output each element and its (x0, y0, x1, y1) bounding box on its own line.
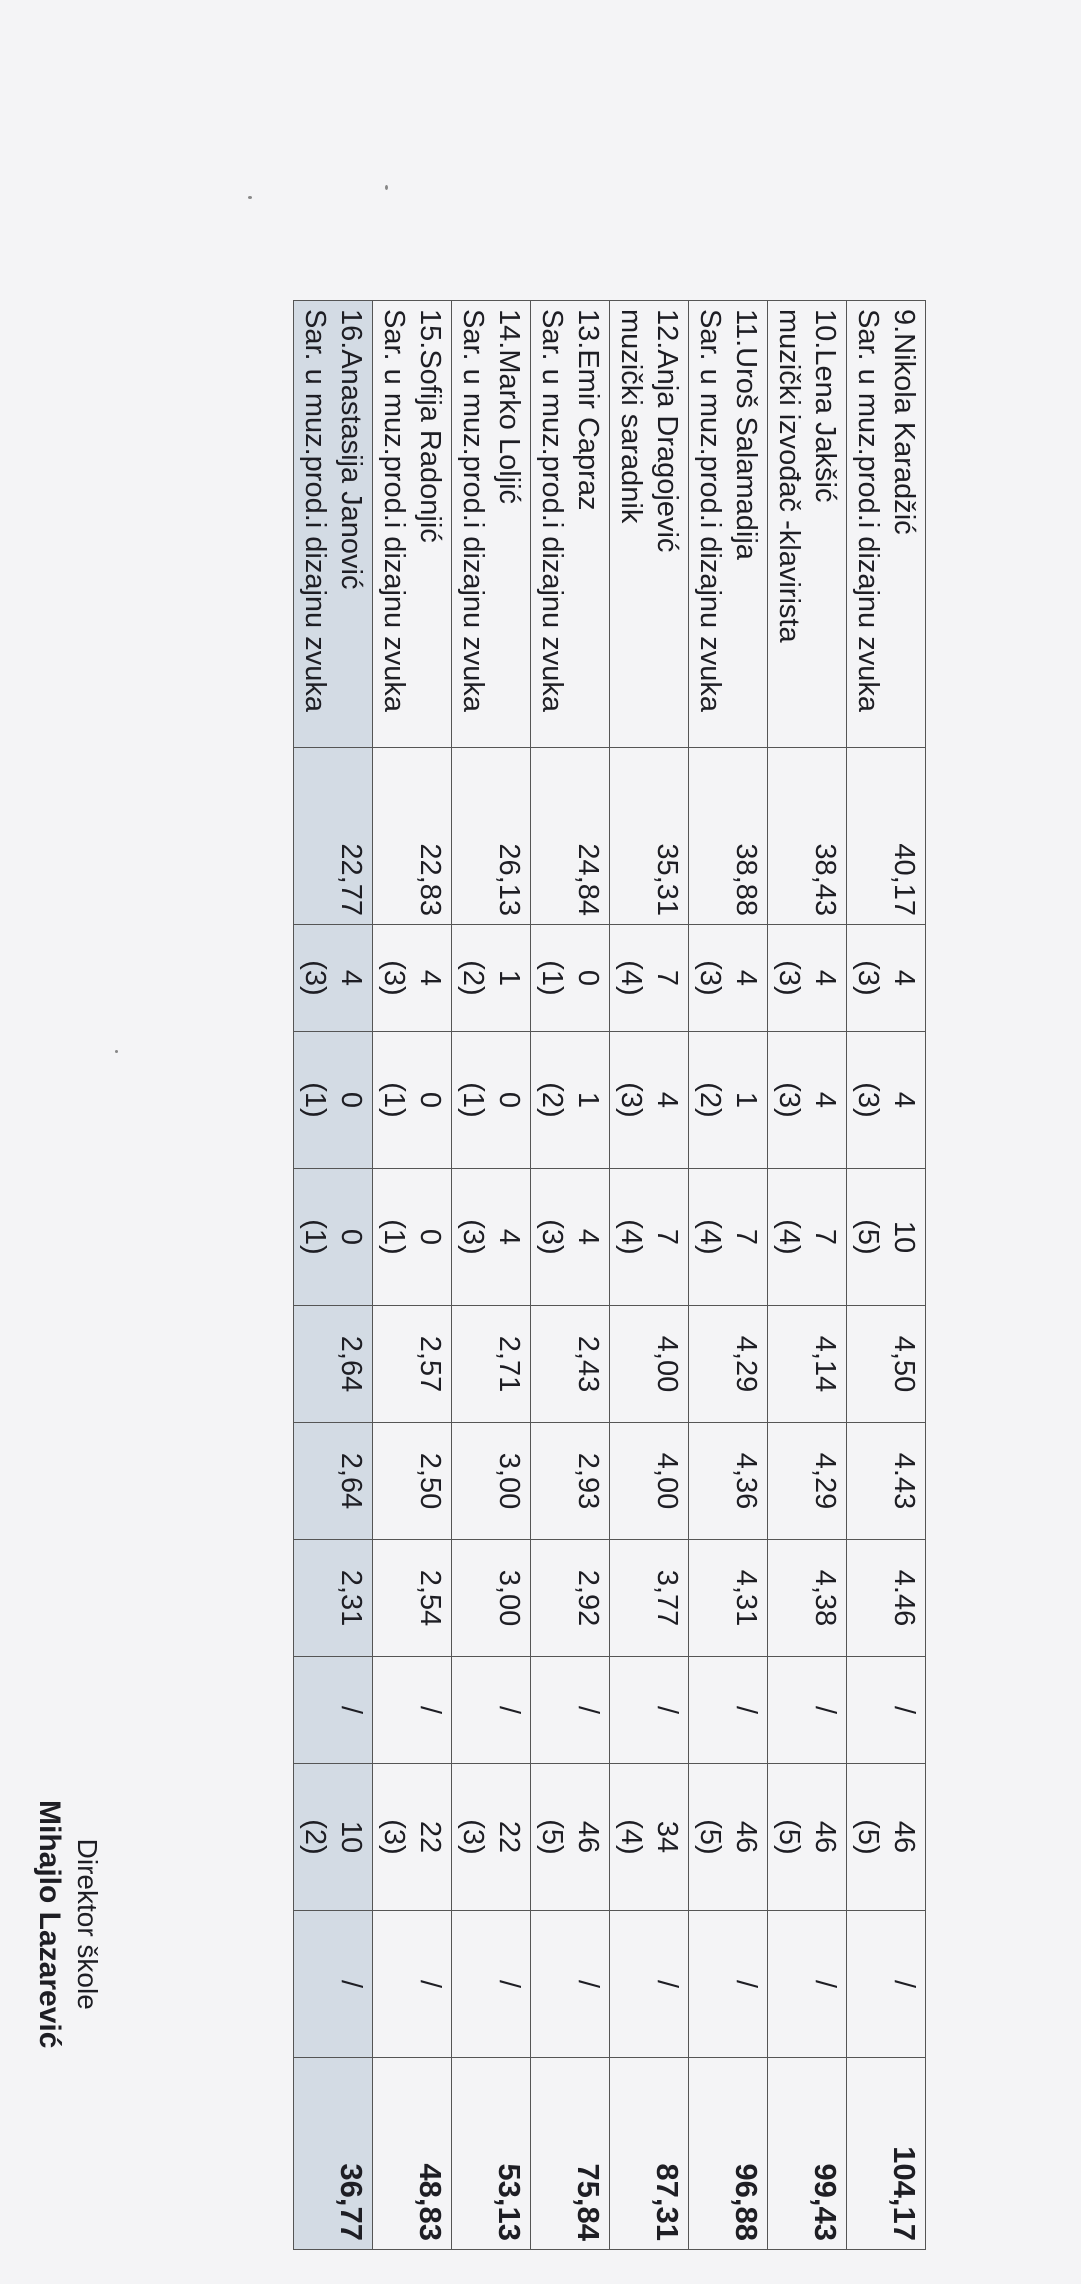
points-cell-text: (5) (852, 1819, 884, 1855)
points-cell-text: (3) (852, 1082, 884, 1118)
signature-role: Direktor škole (72, 1838, 103, 2010)
candidate-name-cell (768, 301, 847, 748)
points-cell-text: (2) (694, 1082, 726, 1118)
grade-cell-text: 4,14 (809, 1335, 841, 1393)
points-cell-text: (4) (773, 1219, 805, 1255)
points-cell-text: 34 (651, 1820, 683, 1854)
slash-cell-text: / (730, 1705, 762, 1715)
grade-cell-text: 2,71 (493, 1335, 525, 1393)
points-cell-text: (1) (378, 1219, 410, 1255)
total-score-cell-text: 99,43 (808, 2163, 843, 2241)
grade-cell-text: 4,00 (651, 1452, 683, 1510)
slash-cell (689, 1657, 768, 1764)
grade-cell (452, 1540, 531, 1657)
grade-cell (373, 1306, 452, 1423)
grade-cell-text: 4,00 (651, 1335, 683, 1393)
points-cell-text: 1 (572, 1091, 604, 1109)
slash-cell (689, 1911, 768, 2058)
candidate-name-cell-text: Sar. u muz.prod.i dizajnu zvuka (852, 309, 884, 712)
grade-cell-text: 3,77 (651, 1569, 683, 1627)
points-cell (531, 925, 610, 1032)
slash-cell-text: / (730, 1979, 762, 1989)
candidate-name-cell-text: 14.Marko Loljić (493, 309, 525, 505)
grade-cell-text: 3,00 (493, 1569, 525, 1627)
slash-cell (452, 1911, 531, 2058)
slash-cell (294, 1657, 373, 1764)
points-cell (294, 1764, 373, 1911)
grade-cell-text: 2,31 (335, 1569, 367, 1627)
points-cell-text: (1) (299, 1219, 331, 1255)
points-cell-text: 7 (651, 969, 683, 987)
table-row (689, 301, 768, 2250)
grade-cell (452, 1306, 531, 1423)
points-cell (531, 1764, 610, 1911)
points-cell (768, 1032, 847, 1169)
points-cell (689, 925, 768, 1032)
grade-cell-text: 4,29 (809, 1452, 841, 1510)
points-cell-text: (4) (615, 960, 647, 996)
points-cell (373, 1032, 452, 1169)
total-score-cell-text: 48,83 (413, 2163, 448, 2241)
slash-cell-text: / (572, 1979, 604, 1989)
grade-cell (768, 1540, 847, 1657)
score-cell (847, 748, 926, 925)
candidate-name-cell-text: Sar. u muz.prod.i dizajnu zvuka (378, 309, 410, 712)
points-cell-text: 4 (888, 969, 920, 987)
points-cell-text: (1) (299, 1082, 331, 1118)
points-cell-text: (5) (773, 1819, 805, 1855)
points-cell-text: 4 (414, 969, 446, 987)
score-cell (610, 748, 689, 925)
grade-cell (610, 1423, 689, 1540)
points-cell-text: 0 (414, 1228, 446, 1246)
points-cell-text: 0 (335, 1091, 367, 1109)
candidate-name-cell-text: Sar. u muz.prod.i dizajnu zvuka (694, 309, 726, 712)
points-cell-text: 0 (335, 1228, 367, 1246)
grade-cell-text: 4.43 (888, 1452, 920, 1510)
grade-cell (531, 1423, 610, 1540)
score-cell (689, 748, 768, 925)
slash-cell (373, 1657, 452, 1764)
grade-cell-text: 3,00 (493, 1452, 525, 1510)
slash-cell-text: / (651, 1979, 683, 1989)
candidate-name-cell (610, 301, 689, 748)
score-cell-text: 26,13 (493, 843, 525, 916)
points-cell-text: (3) (694, 960, 726, 996)
points-cell-text: (1) (536, 960, 568, 996)
points-cell-text: (2) (536, 1082, 568, 1118)
points-cell-text: (2) (457, 960, 489, 996)
points-cell-text: (2) (299, 1819, 331, 1855)
total-score-cell (452, 2058, 531, 2250)
grade-cell (610, 1306, 689, 1423)
points-cell (294, 1032, 373, 1169)
points-cell-text: 4 (335, 969, 367, 987)
total-score-cell (373, 2058, 452, 2250)
grade-cell (847, 1540, 926, 1657)
points-cell-text: 4 (572, 1228, 604, 1246)
grade-cell-text: 4,29 (730, 1335, 762, 1393)
points-cell-text: 0 (414, 1091, 446, 1109)
grade-cell (768, 1306, 847, 1423)
candidate-name-cell-text: 13.Emir Capraz (572, 309, 604, 511)
points-cell-text: 10 (888, 1220, 920, 1254)
candidate-name-cell-text: 9.Nikola Karadžić (888, 309, 920, 535)
table-row (847, 301, 926, 2250)
points-cell (847, 925, 926, 1032)
total-score-cell-text: 87,31 (650, 2163, 685, 2241)
points-cell-text: 7 (809, 1228, 841, 1246)
grade-cell-text: 4,36 (730, 1452, 762, 1510)
points-cell-text: 7 (730, 1228, 762, 1246)
candidate-name-cell (452, 301, 531, 748)
total-score-cell (531, 2058, 610, 2250)
grade-cell (294, 1423, 373, 1540)
slash-cell (373, 1911, 452, 2058)
score-cell-text: 35,31 (651, 843, 683, 916)
total-score-cell-text: 36,77 (334, 2163, 369, 2241)
grade-cell (689, 1423, 768, 1540)
grade-cell-text: 4,31 (730, 1569, 762, 1627)
score-cell-text: 40,17 (888, 843, 920, 916)
points-cell (689, 1764, 768, 1911)
points-cell-text: 0 (493, 1091, 525, 1109)
slash-cell (768, 1911, 847, 2058)
points-cell-text: 4 (493, 1228, 525, 1246)
points-cell-text: (1) (378, 1082, 410, 1118)
score-cell (294, 748, 373, 925)
grade-cell-text: 4.46 (888, 1569, 920, 1627)
grade-cell (847, 1423, 926, 1540)
points-cell (373, 1764, 452, 1911)
grade-cell (294, 1540, 373, 1657)
points-cell-text: 22 (493, 1820, 525, 1854)
score-cell-text: 22,77 (335, 843, 367, 916)
score-cell (373, 748, 452, 925)
grade-cell-text: 2,64 (335, 1335, 367, 1393)
points-cell-text: (1) (457, 1082, 489, 1118)
score-cell-text: 22,83 (414, 843, 446, 916)
points-cell-text: 4 (809, 1091, 841, 1109)
grade-cell-text: 2,54 (414, 1569, 446, 1627)
grade-cell (531, 1540, 610, 1657)
points-cell (610, 1169, 689, 1306)
signature-name: Mihajlo Lazarević (33, 1800, 66, 2049)
points-cell-text: 4 (651, 1091, 683, 1109)
points-cell (452, 1032, 531, 1169)
points-cell-text: (3) (615, 1082, 647, 1118)
total-score-cell (768, 2058, 847, 2250)
score-cell (531, 748, 610, 925)
points-cell (847, 1764, 926, 1911)
points-cell (294, 925, 373, 1032)
points-cell-text: 1 (730, 1091, 762, 1109)
candidate-name-cell-text: muzički saradnik (615, 309, 647, 524)
points-cell-text: (5) (536, 1819, 568, 1855)
table-row (452, 301, 531, 2250)
score-cell-text: 24,84 (572, 843, 604, 916)
points-cell (294, 1169, 373, 1306)
points-cell-text: 46 (888, 1820, 920, 1854)
slash-cell-text: / (651, 1705, 683, 1715)
candidate-name-cell (847, 301, 926, 748)
total-score-cell-text: 53,13 (492, 2163, 527, 2241)
grade-cell (847, 1306, 926, 1423)
candidate-name-cell-text: 15.Sofija Radonjić (414, 309, 446, 543)
grade-cell (768, 1423, 847, 1540)
slash-cell (610, 1911, 689, 2058)
points-cell (452, 1764, 531, 1911)
points-cell-text: (3) (378, 1819, 410, 1855)
total-score-cell-text: 96,88 (729, 2163, 764, 2241)
points-cell (689, 1169, 768, 1306)
points-cell-text: 4 (888, 1091, 920, 1109)
total-score-cell (294, 2058, 373, 2250)
table-row (768, 301, 847, 2250)
candidate-name-cell (373, 301, 452, 748)
total-score-cell-text: 104,17 (887, 2146, 922, 2241)
slash-cell-text: / (888, 1705, 920, 1715)
slash-cell (531, 1657, 610, 1764)
candidate-name-cell-text: 10.Lena Jakšić (809, 309, 841, 503)
points-cell-text: 0 (572, 969, 604, 987)
grade-cell-text: 4,38 (809, 1569, 841, 1627)
points-cell-text: (4) (615, 1819, 647, 1855)
table-row (531, 301, 610, 2250)
points-cell-text: (3) (852, 960, 884, 996)
grade-cell (610, 1540, 689, 1657)
points-cell-text: 10 (335, 1820, 367, 1854)
candidate-name-cell (689, 301, 768, 748)
slash-cell (768, 1657, 847, 1764)
slash-cell-text: / (335, 1705, 367, 1715)
points-cell-text: (3) (299, 960, 331, 996)
points-cell-text: 7 (651, 1228, 683, 1246)
candidate-name-cell-text: muzički izvođač -klavirista (773, 309, 805, 643)
points-cell (768, 925, 847, 1032)
score-cell (768, 748, 847, 925)
candidate-name-cell-text: 12.Anja Dragojević (651, 309, 683, 553)
points-cell (610, 925, 689, 1032)
slash-cell (847, 1657, 926, 1764)
candidate-name-cell (531, 301, 610, 748)
table-row (373, 301, 452, 2250)
table-row (294, 301, 373, 2250)
grade-cell-text: 2,93 (572, 1452, 604, 1510)
points-cell (768, 1169, 847, 1306)
points-cell-text: 46 (809, 1820, 841, 1854)
grade-cell (452, 1423, 531, 1540)
total-score-cell (847, 2058, 926, 2250)
grade-cell (689, 1306, 768, 1423)
points-cell-text: (3) (536, 1219, 568, 1255)
points-cell-text: 46 (730, 1820, 762, 1854)
candidate-name-cell (294, 301, 373, 748)
points-cell (610, 1764, 689, 1911)
slash-cell-text: / (414, 1979, 446, 1989)
total-score-cell (689, 2058, 768, 2250)
candidate-name-cell-text: Sar. u muz.prod.i dizajnu zvuka (457, 309, 489, 712)
points-cell-text: (3) (457, 1819, 489, 1855)
points-cell (847, 1169, 926, 1306)
slash-cell-text: / (493, 1705, 525, 1715)
grade-cell-text: 4,50 (888, 1335, 920, 1393)
grade-cell (373, 1540, 452, 1657)
grade-cell (689, 1540, 768, 1657)
points-cell (689, 1032, 768, 1169)
points-cell (452, 1169, 531, 1306)
grade-cell-text: 2,50 (414, 1452, 446, 1510)
slash-cell (531, 1911, 610, 2058)
slash-cell-text: / (809, 1979, 841, 1989)
points-cell-text: 4 (809, 969, 841, 987)
points-cell (373, 1169, 452, 1306)
points-cell (531, 1032, 610, 1169)
candidate-results-table (293, 300, 926, 2250)
points-cell-text: (5) (852, 1219, 884, 1255)
points-cell (452, 925, 531, 1032)
points-cell-text: (5) (694, 1819, 726, 1855)
grade-cell (531, 1306, 610, 1423)
points-cell-text: (3) (457, 1219, 489, 1255)
grade-cell-text: 2,92 (572, 1569, 604, 1627)
slash-cell (452, 1657, 531, 1764)
slash-cell-text: / (888, 1979, 920, 1989)
table-row (610, 301, 689, 2250)
points-cell-text: (3) (773, 960, 805, 996)
signature-block (30, 1800, 106, 2048)
points-cell (768, 1764, 847, 1911)
points-cell (610, 1032, 689, 1169)
grade-cell-text: 2,43 (572, 1335, 604, 1393)
slash-cell-text: / (493, 1979, 525, 1989)
grade-cell-text: 2,57 (414, 1335, 446, 1393)
points-cell (531, 1169, 610, 1306)
points-cell-text: 46 (572, 1820, 604, 1854)
total-score-cell (610, 2058, 689, 2250)
points-cell (847, 1032, 926, 1169)
points-cell-text: 1 (493, 969, 525, 987)
points-cell-text: (4) (615, 1219, 647, 1255)
score-cell-text: 38,88 (730, 843, 762, 916)
slash-cell-text: / (414, 1705, 446, 1715)
slash-cell (847, 1911, 926, 2058)
slash-cell-text: / (572, 1705, 604, 1715)
grade-cell (373, 1423, 452, 1540)
points-cell-text: 4 (730, 969, 762, 987)
grade-cell-text: 2,64 (335, 1452, 367, 1510)
slash-cell-text: / (335, 1979, 367, 1989)
score-cell-text: 38,43 (809, 843, 841, 916)
points-cell-text: (3) (773, 1082, 805, 1118)
points-cell-text: 22 (414, 1820, 446, 1854)
candidate-name-cell-text: Sar. u muz.prod.i dizajnu zvuka (536, 309, 568, 712)
points-cell-text: (3) (378, 960, 410, 996)
grade-cell (294, 1306, 373, 1423)
candidate-name-cell-text: 16.Anastasija Janović (335, 309, 367, 590)
slash-cell (610, 1657, 689, 1764)
slash-cell-text: / (809, 1705, 841, 1715)
candidate-name-cell-text: 11.Uroš Salamadija (730, 309, 762, 560)
points-cell (373, 925, 452, 1032)
candidate-name-cell-text: Sar. u muz.prod.i dizajnu zvuka (299, 309, 331, 712)
points-cell-text: (4) (694, 1219, 726, 1255)
slash-cell (294, 1911, 373, 2058)
score-cell (452, 748, 531, 925)
total-score-cell-text: 75,84 (571, 2163, 606, 2241)
